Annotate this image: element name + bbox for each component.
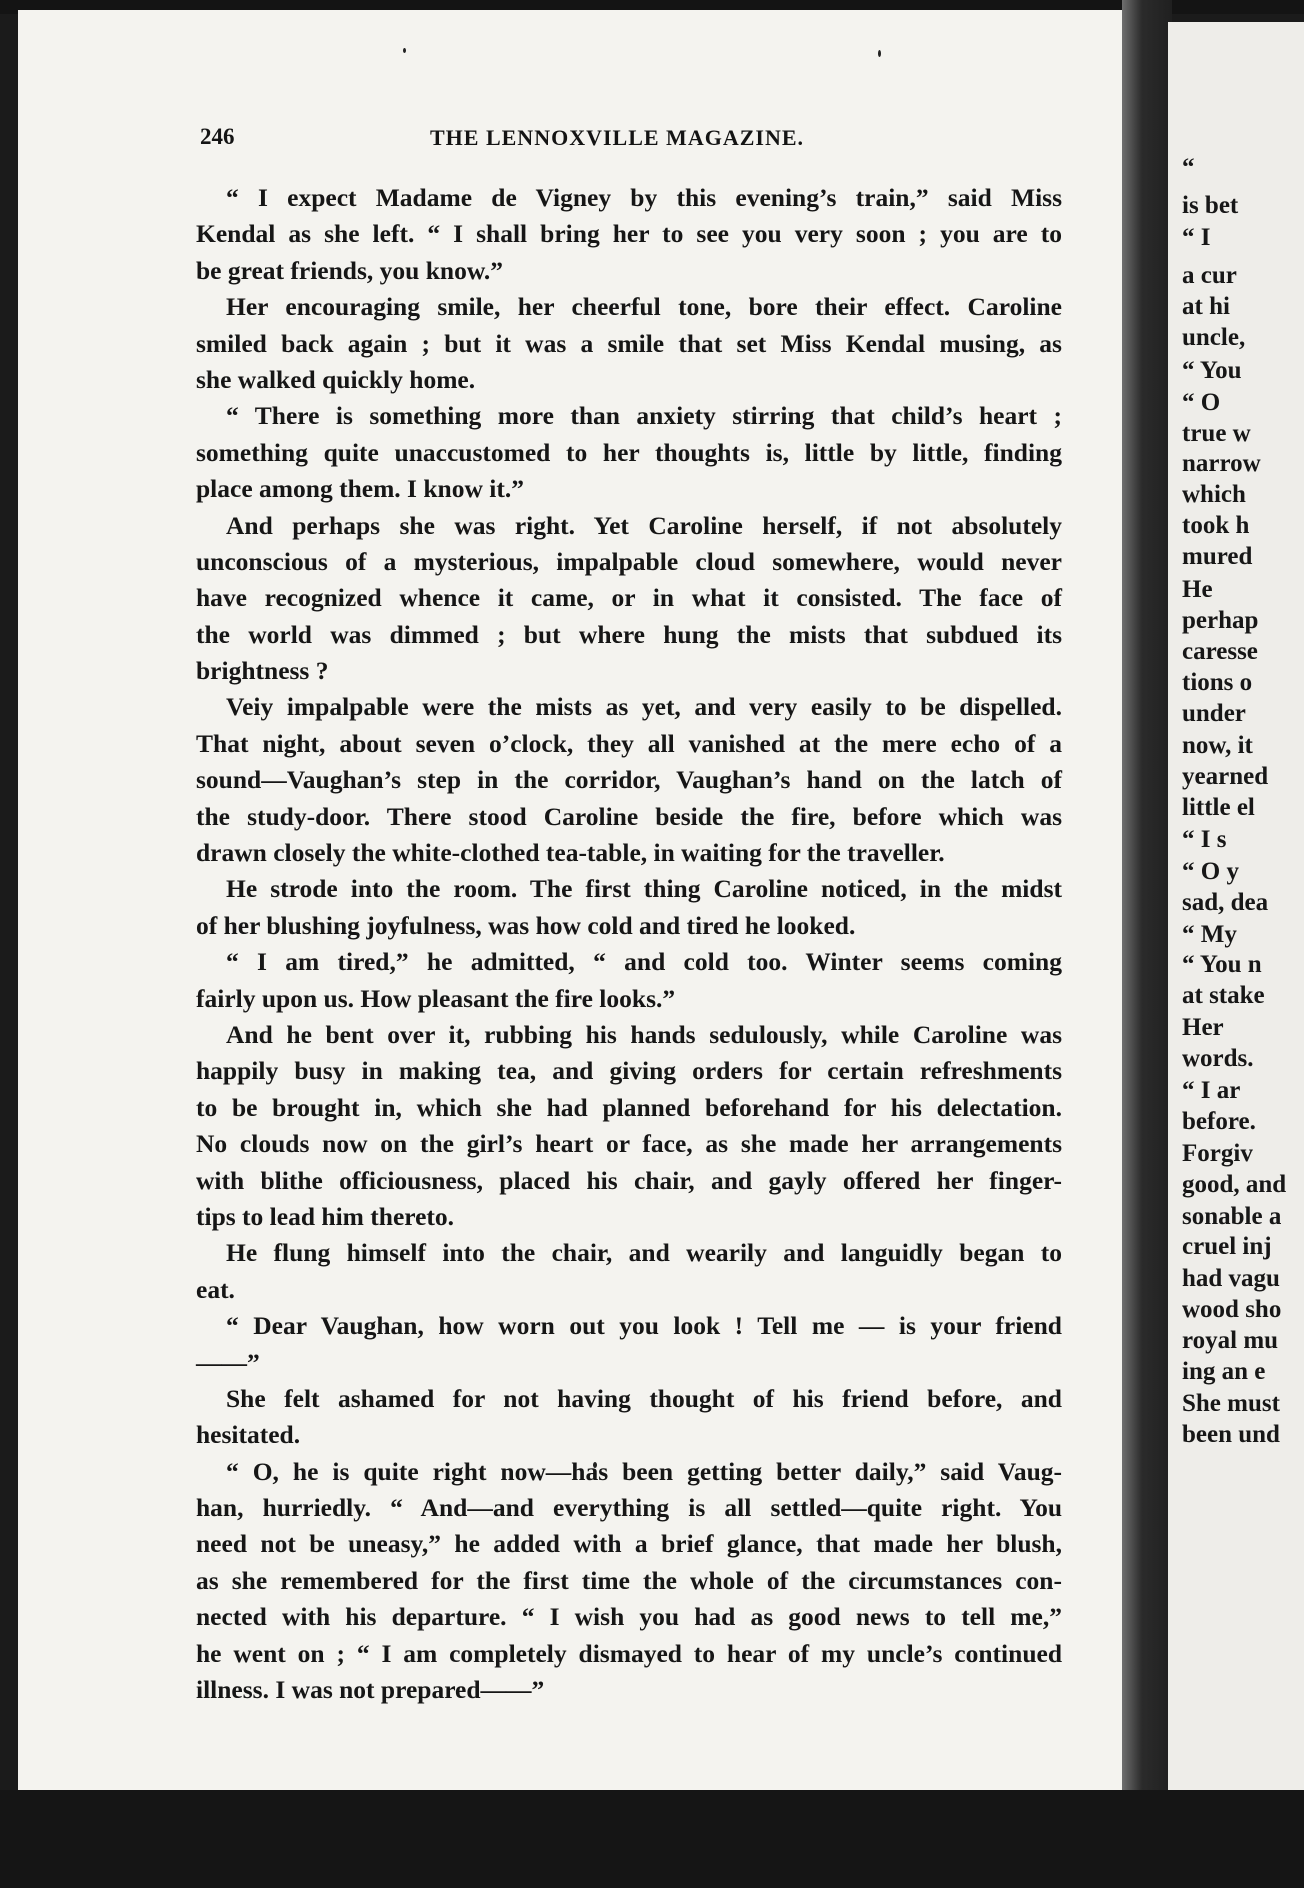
facing-page-line: “ O <box>1182 389 1221 416</box>
running-title: THE LENNOXVILLE MAGAZINE. <box>430 125 805 150</box>
facing-page-line: “ I s <box>1182 826 1227 853</box>
text-line: happily busy in making tea, and giving orders for certain refreshments <box>196 1056 1062 1086</box>
facing-page-line: a cur <box>1182 262 1237 289</box>
text-line: be great friends, you know.” <box>196 255 503 285</box>
facing-page-line: at stake <box>1182 982 1265 1009</box>
text-line: ——” <box>196 1347 260 1377</box>
text-line: the study-door. There stood Caroline beside the fire, before which was <box>196 801 1062 831</box>
paragraph <box>196 1454 1062 1709</box>
facing-page-line: narrow <box>1182 450 1261 477</box>
paragraph <box>196 398 1062 507</box>
text-line: He strode into the room. The first thing Caroline noticed, in the midst <box>226 874 1062 904</box>
facing-page-line: “ O y <box>1182 858 1239 885</box>
facing-page-line: Forgiv <box>1182 1140 1253 1167</box>
facing-page-line: which <box>1182 481 1246 508</box>
text-line: “ I expect Madame de Vigney by this evening’s train,” said Miss <box>226 183 1062 212</box>
text-line: tips to lead him thereto. <box>196 1201 455 1231</box>
body-text <box>196 180 1062 1708</box>
paragraph <box>196 1381 1062 1454</box>
facing-page-line: perhap <box>1182 607 1259 634</box>
paragraph <box>196 180 1062 289</box>
facing-page-line: sad, dea <box>1182 889 1269 916</box>
text-line: need not be uneasy,” he added with a brief glance, that made her blush, <box>196 1529 1062 1559</box>
text-line: with blithe officiousness, placed his chair, and gayly offered her finger- <box>196 1165 1062 1195</box>
text-line: of her blushing joyfulness, was how cold and tired he looked. <box>196 910 856 940</box>
scan-bottom-edge <box>0 1790 1304 1888</box>
paragraph <box>196 1308 1062 1381</box>
text-line: han, hurriedly. “ And—and everything is all settled—quite right. You <box>196 1493 1062 1523</box>
text-line: Her encouraging smile, her cheerful tone, bore their effect. Caroline <box>226 292 1062 322</box>
text-line: eat. <box>196 1274 235 1304</box>
facing-page-line: yearned <box>1182 763 1269 790</box>
facing-page-line: He <box>1182 576 1213 603</box>
text-line: as she remembered for the first time the whole of the circumstances con- <box>196 1565 1062 1595</box>
paragraph <box>196 508 1062 690</box>
facing-page-line: now, it <box>1182 732 1253 759</box>
facing-page-line: good, and <box>1182 1171 1287 1198</box>
paragraph <box>196 289 1062 398</box>
text-line: brightness ? <box>196 656 329 686</box>
facing-page-line: took h <box>1182 512 1250 539</box>
text-line: nected with his departure. “ I wish you had as good news to tell me,” <box>196 1602 1062 1632</box>
facing-page-line: sonable a <box>1182 1203 1282 1230</box>
text-line: She felt ashamed for not having thought of his friend before, and <box>226 1383 1062 1413</box>
facing-page-line: words. <box>1182 1045 1254 1072</box>
paragraph <box>196 871 1062 944</box>
text-line: smiled back again ; but it was a smile that set Miss Kendal musing, as <box>196 328 1062 358</box>
text-line: sound—Vaughan’s step in the corridor, Vaughan’s hand on the latch of <box>196 765 1062 795</box>
facing-page-line: mured <box>1182 543 1253 570</box>
ink-speck <box>403 48 406 53</box>
text-line: he went on ; “ I am completely dismayed to hear of my uncle’s continued <box>196 1638 1062 1668</box>
facing-page-line: tions o <box>1182 669 1253 696</box>
text-line: That night, about seven o’clock, they all vanished at the mere echo of a <box>196 728 1062 758</box>
text-line: to be brought in, which she had planned beforehand for his delectation. <box>196 1092 1062 1122</box>
text-line: No clouds now on the girl’s heart or face, as she made her arrangements <box>196 1129 1062 1159</box>
paragraph <box>196 944 1062 1017</box>
facing-page-line: cruel inj <box>1182 1233 1272 1260</box>
text-line: “ Dear Vaughan, how worn out you look ! Tell me — is your friend <box>226 1311 1062 1341</box>
facing-page-line: “ I <box>1182 224 1211 251</box>
book-page-right-fragment <box>1168 22 1304 1792</box>
facing-page-line: wood sho <box>1182 1296 1282 1323</box>
facing-page-line: “ <box>1182 154 1195 181</box>
facing-page-line: true w <box>1182 420 1251 447</box>
paragraph <box>196 1235 1062 1308</box>
book-gutter <box>1122 0 1172 1888</box>
facing-page-line: royal mu <box>1182 1327 1279 1354</box>
facing-page-line: uncle, <box>1182 324 1246 351</box>
text-line: And he bent over it, rubbing his hands sedulously, while Caroline was <box>226 1019 1062 1049</box>
text-line: “ There is something more than anxiety stirring that child’s heart ; <box>226 401 1062 431</box>
facing-page-line: little el <box>1182 794 1255 821</box>
text-line: Veiy impalpable were the mists as yet, and very easily to be dispelled. <box>226 692 1062 722</box>
page-number: 246 <box>200 124 235 149</box>
ink-speck <box>878 50 881 57</box>
text-line: place among them. I know it.” <box>196 474 524 504</box>
facing-page-line: caresse <box>1182 638 1258 665</box>
text-line: unconscious of a mysterious, impalpable cloud somewhere, would never <box>196 546 1062 576</box>
facing-page-line: Her <box>1182 1014 1224 1041</box>
text-line: something quite unaccustomed to her thoughts is, little by little, finding <box>196 437 1062 467</box>
facing-page-line: “ You n <box>1182 951 1262 978</box>
text-line: And perhaps she was right. Yet Caroline herself, if not absolutely <box>226 510 1062 540</box>
text-line: drawn closely the white-clothed tea-table, in waiting for the traveller. <box>196 838 945 868</box>
page-header <box>200 124 1080 154</box>
text-line: “ I am tired,” he admitted, “ and cold too. Winter seems coming <box>226 947 1062 977</box>
facing-page-line: “ I ar <box>1182 1077 1241 1104</box>
text-line: have recognized whence it came, or in what it consisted. The face of <box>196 583 1062 613</box>
facing-page-line: “ You <box>1182 357 1242 384</box>
facing-page-line: before. <box>1182 1108 1256 1135</box>
paragraph <box>196 689 1062 871</box>
facing-page-line: “ My <box>1182 921 1237 948</box>
facing-page-line: She must <box>1182 1390 1280 1417</box>
text-line: “ O, he is quite right now—has been getting better daily,” said Vaug- <box>226 1456 1062 1486</box>
facing-page-line: under <box>1182 700 1246 727</box>
facing-page-line: is bet <box>1182 192 1239 219</box>
text-line: illness. I was not prepared——” <box>196 1675 545 1705</box>
text-line: hesitated. <box>196 1420 301 1450</box>
facing-page-line: had vagu <box>1182 1265 1280 1292</box>
text-line: He flung himself into the chair, and wearily and languidly began to <box>226 1238 1062 1268</box>
text-line: Kendal as she left. “ I shall bring her to see you very soon ; you are to <box>196 219 1062 249</box>
paragraph <box>196 1017 1062 1235</box>
facing-page-line: been und <box>1182 1421 1280 1448</box>
text-line: the world was dimmed ; but where hung the mists that subdued its <box>196 619 1062 649</box>
text-line: she walked quickly home. <box>196 364 476 394</box>
facing-page-line: ing an e <box>1182 1358 1266 1385</box>
facing-page-line: at hi <box>1182 293 1230 320</box>
text-line: fairly upon us. How pleasant the fire looks.” <box>196 983 676 1013</box>
